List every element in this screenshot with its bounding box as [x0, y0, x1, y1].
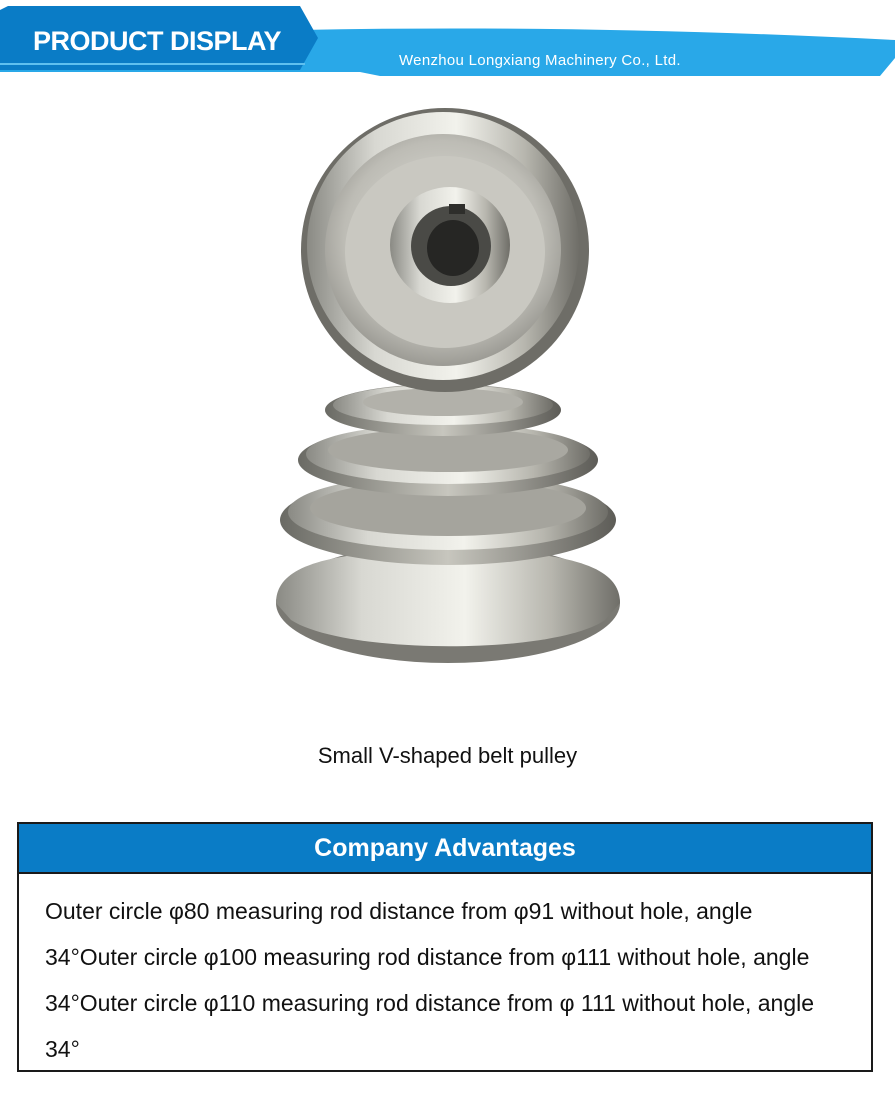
header-banner	[0, 0, 895, 80]
belt-pulley-photo	[255, 100, 635, 680]
product-caption: Small V-shaped belt pulley	[317, 743, 578, 768]
advantages-text: Outer circle φ80 measuring rod distance from φ91 without hole, angle 34°Outer circle φ100 measuring rod distance from φ111 without hole, angle 34°Outer circle φ110 measuring rod distance from φ 111 without hole, angle 34°	[45, 898, 815, 1062]
advantages-panel	[17, 822, 873, 1072]
advantages-heading: Company Advantages	[19, 824, 871, 874]
banner-title: PRODUCT DISPLAY	[33, 26, 282, 56]
company-name: Wenzhou Longxiang Machinery Co., Ltd.	[399, 52, 681, 69]
